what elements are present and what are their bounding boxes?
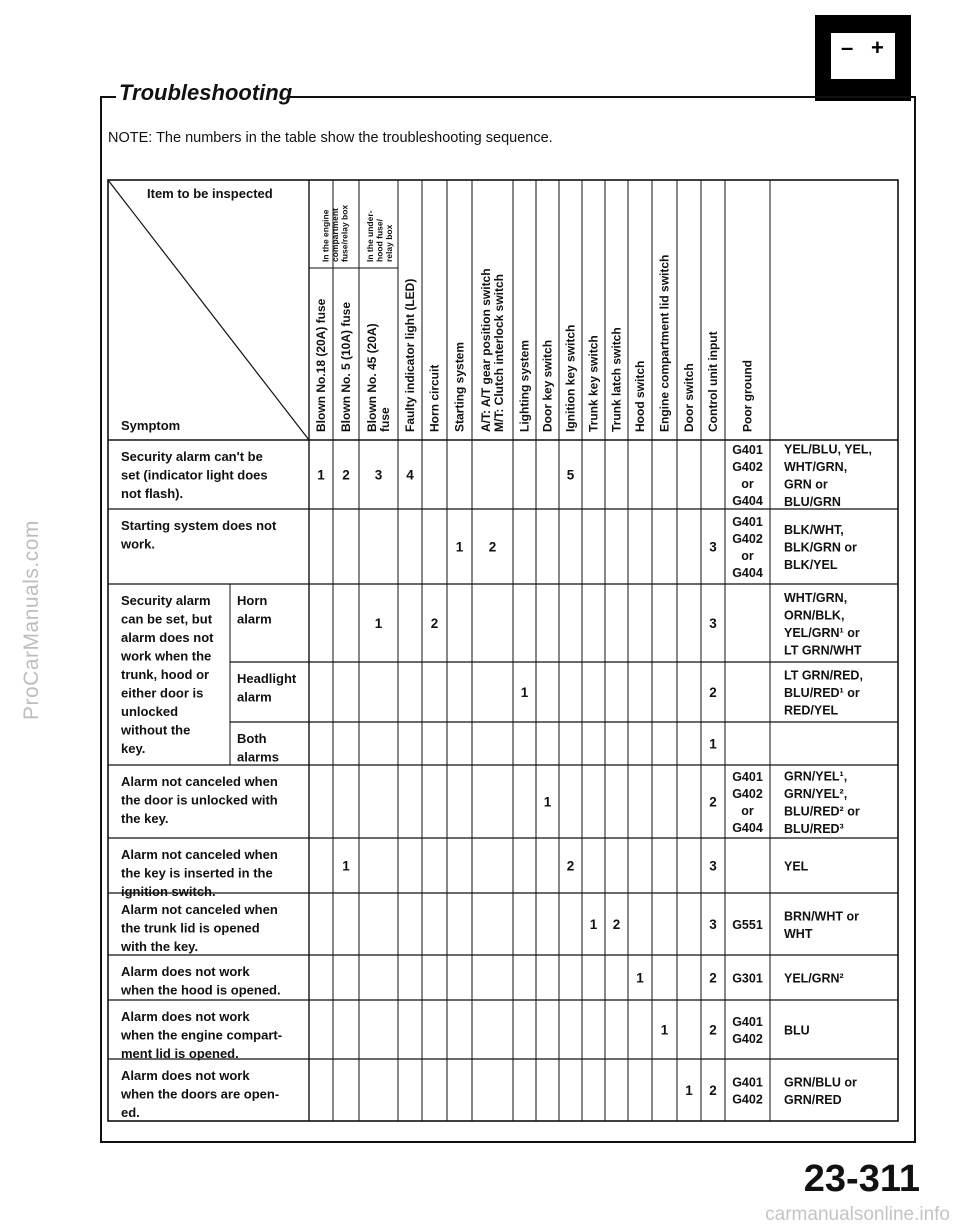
symptom-label: Alarm not canceled when	[121, 847, 278, 862]
group-header-engine: compartment	[330, 208, 340, 262]
column-header: Poor ground	[740, 360, 755, 432]
column-header: Control unit input	[706, 331, 720, 432]
ground-point: or	[741, 477, 754, 491]
sequence-number: 2	[566, 858, 575, 874]
group-header-underhood: relay box	[384, 224, 394, 262]
symptom-label: Alarm not canceled when	[121, 774, 278, 789]
column-header: Lighting system	[517, 339, 532, 432]
ground-point: G404	[732, 566, 763, 580]
ground-point: G551	[732, 918, 763, 932]
wire-color: BLU/RED² or	[784, 804, 860, 819]
symptom-label: ment lid is opened.	[121, 1046, 239, 1061]
column-header: Trunk latch switch	[609, 327, 624, 432]
ground-point: or	[741, 804, 754, 818]
wire-color: BLK/GRN or	[784, 540, 857, 555]
sequence-number: 1	[374, 616, 383, 631]
symptom-group-label: unlocked	[121, 704, 179, 719]
symptom-label: alarms	[237, 749, 279, 765]
ground-point: G402	[732, 787, 763, 801]
group-header-engine: In the engine	[320, 209, 331, 262]
sequence-number: 1	[685, 1083, 693, 1098]
ground-point: G402	[732, 532, 763, 546]
wire-color: RED/YEL	[784, 703, 839, 718]
symptom-label: the door is unlocked with	[121, 792, 278, 808]
sequence-number: 2	[709, 1022, 717, 1038]
wire-color: GRN/RED	[784, 1092, 842, 1107]
sequence-number: 2	[709, 970, 717, 986]
sequence-number: 4	[406, 467, 414, 483]
group-header-engine: fuse/relay box	[339, 204, 350, 262]
symptom-label: Starting system does not	[121, 518, 277, 533]
sequence-number: 2	[430, 616, 439, 631]
wire-color: YEL/GRN¹ or	[784, 625, 860, 640]
symptom-label: work.	[121, 536, 155, 552]
watermark-carmanualsonline: carmanualsonline.info	[765, 1204, 950, 1225]
symptom-group-label: can be set, but	[121, 611, 213, 627]
column-header: A/T: A/T gear position switch	[479, 268, 493, 432]
symptom-label: not flash).	[121, 486, 184, 501]
symptom-label: with the key.	[121, 939, 199, 954]
symptom-label: Alarm not canceled when	[121, 902, 278, 917]
sequence-number: 3	[709, 539, 717, 555]
wire-color: YEL	[784, 859, 809, 874]
wire-color: BLK/YEL	[784, 558, 838, 572]
symptom-label: when the hood is opened.	[121, 982, 281, 998]
wire-color: YEL/BLU, YEL,	[784, 442, 872, 457]
ground-point: G401	[732, 1015, 763, 1029]
symptom-label: alarm	[237, 689, 272, 705]
symptom-label: Alarm does not work	[121, 1068, 250, 1083]
column-header: Horn circuit	[427, 364, 442, 432]
sequence-number: 1	[342, 858, 350, 874]
wire-color: LT GRN/WHT	[784, 643, 862, 658]
wire-color: BLU	[784, 1023, 810, 1038]
wire-color: YEL/GRN²	[784, 971, 844, 986]
ground-point: G301	[732, 971, 763, 986]
column-header: Blown No. 5 (10A) fuse	[339, 301, 353, 432]
wire-color: WHT	[784, 926, 813, 941]
symptom-group-label: work when the	[121, 648, 212, 664]
sequence-number: 2	[488, 539, 497, 555]
wire-color: LT GRN/RED,	[784, 668, 863, 683]
sequence-number: 1	[589, 917, 598, 932]
sequence-number: 1	[636, 970, 644, 986]
symptom-label: the key is inserted in the	[121, 865, 273, 881]
symptom-label: the key.	[121, 811, 169, 826]
symptom-label: alarm	[237, 611, 272, 627]
symptom-label: Security alarm can't be	[121, 449, 263, 464]
battery-plus-symbol: +	[871, 35, 884, 60]
column-header: Blown No.18 (20A) fuse	[314, 298, 328, 432]
sequence-number: 3	[709, 917, 717, 932]
note-text: NOTE: The numbers in the table show the troubleshooting sequence.	[108, 130, 553, 146]
group-header-underhood: hood fuse/	[374, 219, 385, 262]
symptom-group-label: alarm does not	[121, 630, 214, 645]
battery-minus-symbol: –	[841, 35, 854, 60]
symptom-label: the trunk lid is opened	[121, 920, 260, 936]
corner-label-item: Item to be inspected	[147, 186, 273, 201]
symptom-group-label: either door is	[121, 685, 204, 701]
ground-point: G401	[732, 443, 763, 457]
ground-point: G402	[732, 460, 763, 474]
sequence-number: 1	[543, 794, 552, 810]
sequence-number: 5	[566, 467, 575, 483]
wire-color: WHT/GRN,	[784, 590, 848, 605]
group-header-underhood: In the under-	[365, 210, 375, 262]
column-header: Engine compartment lid switch	[657, 254, 672, 432]
symptom-label: Both	[237, 731, 267, 746]
symptom-group-label: Security alarm	[121, 593, 211, 608]
symptom-group-label: key.	[121, 741, 146, 756]
sequence-number: 1	[455, 539, 464, 555]
column-header: Ignition key switch	[563, 324, 578, 432]
symptom-group-label: without the	[121, 722, 191, 738]
sequence-number: 2	[709, 1083, 717, 1098]
wire-color: BLU/GRN	[784, 494, 841, 509]
corner-diagonal	[108, 180, 309, 440]
symptom-label: Headlight	[237, 671, 297, 686]
wire-color: GRN/YEL²,	[784, 786, 848, 801]
column-header: fuse	[378, 407, 392, 432]
symptom-label: when the doors are open-	[121, 1086, 280, 1102]
ground-point: G401	[732, 515, 763, 529]
symptom-label: Horn	[237, 593, 268, 608]
page-number: 23-311	[803, 1158, 920, 1200]
column-header: Starting system	[452, 341, 467, 432]
wire-color: GRN/BLU or	[784, 1075, 857, 1090]
section-title: Troubleshooting	[119, 80, 293, 105]
wire-color: GRN/YEL¹,	[784, 769, 848, 784]
symptom-label: ignition switch.	[121, 884, 216, 899]
sequence-number: 2	[612, 917, 621, 932]
wire-color: GRN or	[784, 477, 828, 492]
ground-point: or	[741, 549, 754, 563]
ground-point: G404	[732, 821, 763, 835]
wire-color: BLK/WHT,	[784, 523, 844, 537]
sequence-number: 1	[660, 1022, 669, 1038]
sequence-number: 3	[709, 858, 717, 874]
ground-point: G401	[732, 1075, 763, 1090]
symptom-label: Alarm does not work	[121, 1009, 250, 1024]
watermark-procarmanuals: ProCarManuals.com	[20, 520, 43, 720]
sequence-number: 1	[317, 467, 325, 483]
column-header: Door key switch	[540, 339, 555, 432]
column-header: M/T: Clutch interlock switch	[492, 273, 506, 432]
sequence-number: 2	[709, 794, 717, 810]
column-header: Hood switch	[633, 360, 647, 432]
sequence-number: 3	[709, 616, 717, 631]
symptom-group-label: trunk, hood or	[121, 667, 210, 682]
symptom-label: ed.	[121, 1105, 140, 1120]
symptom-label: Alarm does not work	[121, 964, 250, 979]
sequence-number: 1	[709, 736, 717, 752]
sequence-number: 3	[374, 467, 383, 483]
symptom-label: set (indicator light does	[121, 467, 268, 483]
corner-label-symptom: Symptom	[121, 418, 181, 433]
column-header: Trunk key switch	[586, 335, 601, 432]
column-header: Blown No. 45 (20A)	[365, 323, 379, 432]
wire-color: BRN/WHT or	[784, 909, 859, 924]
wire-color: ORN/BLK,	[784, 608, 845, 623]
ground-point: G402	[732, 1032, 763, 1046]
column-header: Faulty indicator light (LED)	[403, 278, 417, 432]
sequence-number: 2	[342, 467, 350, 483]
wire-color: BLU/RED¹ or	[784, 686, 860, 700]
column-header: Door switch	[682, 363, 696, 432]
wire-color: BLU/RED³	[784, 821, 844, 836]
ground-point: G402	[732, 1092, 763, 1107]
ground-point: G404	[732, 494, 763, 508]
symptom-label: when the engine compart-	[121, 1027, 283, 1043]
wire-color: WHT/GRN,	[784, 459, 848, 474]
ground-point: G401	[732, 770, 763, 784]
sequence-number: 2	[709, 685, 717, 700]
sequence-number: 1	[520, 685, 529, 700]
